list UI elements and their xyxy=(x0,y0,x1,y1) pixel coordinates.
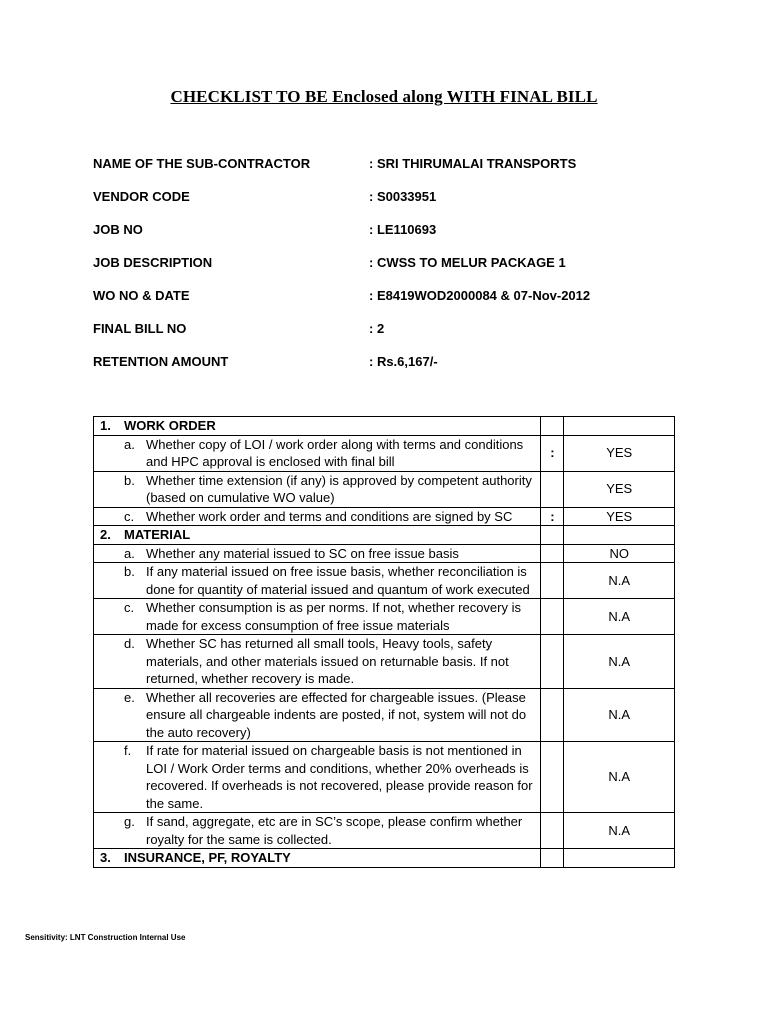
item-question: If rate for material issued on chargeable basis is not mentioned in LOI / Work Order terms and conditions, whether 20% overheads is recovered. If overheads is not recovered, please provide reason for the same. xyxy=(146,743,533,811)
info-row-subcontractor xyxy=(93,156,693,189)
info-label: FINAL BILL NO xyxy=(93,321,187,336)
item-answer: YES xyxy=(564,507,675,526)
info-value: : 2 xyxy=(369,321,385,336)
info-label: NAME OF THE SUB-CONTRACTOR xyxy=(93,156,311,171)
item-answer: N.A xyxy=(564,563,675,599)
item-question: If any material issued on free issue basis, whether reconciliation is done for quantity of material issued and quantum of work executed xyxy=(146,564,530,597)
item-letter: b. xyxy=(124,472,135,488)
item-colon: : xyxy=(541,507,564,526)
item-question: Whether any material issued to SC on free issue basis xyxy=(146,545,459,561)
checklist-table xyxy=(93,416,675,868)
item-letter: e. xyxy=(124,689,135,705)
item-answer: N.A xyxy=(564,688,675,742)
item-answer: YES xyxy=(564,435,675,471)
info-value: : E8419WOD2000084 & 07-Nov-2012 xyxy=(369,288,591,303)
item-colon xyxy=(541,544,564,563)
table-row xyxy=(94,742,675,813)
info-row-final-bill-no xyxy=(93,321,693,354)
section-row xyxy=(94,526,675,545)
item-colon xyxy=(541,635,564,689)
info-label: VENDOR CODE xyxy=(93,189,190,204)
info-value: : S0033951 xyxy=(369,189,437,204)
item-question: Whether copy of LOI / work order along with terms and conditions and HPC approval is enclosed with final bill xyxy=(146,436,524,469)
table-row xyxy=(94,544,675,563)
item-letter: b. xyxy=(124,564,135,579)
table-row xyxy=(94,813,675,849)
item-letter: c. xyxy=(124,600,135,615)
item-letter: a. xyxy=(124,436,135,452)
info-row-job-description xyxy=(93,255,693,288)
info-row-job-no xyxy=(93,222,693,255)
section-row xyxy=(94,417,675,436)
table-row xyxy=(94,435,675,471)
item-question: Whether consumption is as per norms. If not, whether recovery is made for excess consumption of free issue materials xyxy=(146,600,521,633)
table-row xyxy=(94,599,675,635)
document-title: CHECKLIST TO BE Enclosed along WITH FINAL BILL xyxy=(170,87,598,106)
info-label: WO NO & DATE xyxy=(93,288,190,303)
item-letter: a. xyxy=(124,545,135,561)
info-label: RETENTION AMOUNT xyxy=(93,354,229,369)
item-colon xyxy=(541,563,564,599)
table-row xyxy=(94,635,675,689)
item-colon xyxy=(541,742,564,813)
section-number: 2. xyxy=(100,527,111,542)
section-title: MATERIAL xyxy=(124,527,191,542)
item-answer: N.A xyxy=(564,599,675,635)
item-colon xyxy=(541,688,564,742)
item-colon xyxy=(541,599,564,635)
item-question: Whether work order and terms and conditions are signed by SC xyxy=(146,508,513,524)
item-letter: c. xyxy=(124,508,135,524)
info-value: : Rs.6,167/- xyxy=(369,354,438,369)
table-row xyxy=(94,688,675,742)
info-value: : SRI THIRUMALAI TRANSPORTS xyxy=(369,156,577,171)
item-letter: g. xyxy=(124,814,135,829)
section-number: 1. xyxy=(100,418,111,433)
section-title: WORK ORDER xyxy=(124,418,216,433)
item-question: Whether time extension (if any) is approved by competent authority (based on cumulative WO value) xyxy=(146,472,532,505)
item-question: Whether all recoveries are effected for chargeable issues. (Please ensure all chargeable indents are posted, if not, system will not do the auto recovery) xyxy=(146,689,527,740)
info-value: : CWSS TO MELUR PACKAGE 1 xyxy=(369,255,566,270)
section-title: INSURANCE, PF, ROYALTY xyxy=(124,850,291,865)
item-question: If sand, aggregate, etc are in SC’s scope, please confirm whether royalty for the same is collected. xyxy=(146,814,523,847)
table-row xyxy=(94,471,675,507)
info-row-retention-amount xyxy=(93,354,693,387)
item-answer: N.A xyxy=(564,635,675,689)
item-answer: YES xyxy=(564,471,675,507)
item-letter: f. xyxy=(124,743,132,758)
info-row-vendor-code xyxy=(93,189,693,222)
sensitivity-footer: Sensitivity: LNT Construction Internal Use xyxy=(25,933,186,942)
section-row xyxy=(94,849,675,868)
item-question: Whether SC has returned all small tools, Heavy tools, safety materials, and other materials issued on returnable basis. If not returned, whether recovery is made. xyxy=(146,636,509,686)
item-colon xyxy=(541,813,564,849)
info-value: : LE110693 xyxy=(369,222,437,237)
info-label: JOB NO xyxy=(93,222,143,237)
info-label: JOB DESCRIPTION xyxy=(93,255,213,270)
table-row xyxy=(94,563,675,599)
table-row xyxy=(94,507,675,526)
info-block xyxy=(93,156,693,387)
item-colon: : xyxy=(541,435,564,471)
item-colon xyxy=(541,471,564,507)
item-answer: N.A xyxy=(564,813,675,849)
section-number: 3. xyxy=(100,850,111,865)
item-answer: NO xyxy=(564,544,675,563)
item-letter: d. xyxy=(124,636,135,651)
item-answer: N.A xyxy=(564,742,675,813)
info-row-wo-no-date xyxy=(93,288,693,321)
